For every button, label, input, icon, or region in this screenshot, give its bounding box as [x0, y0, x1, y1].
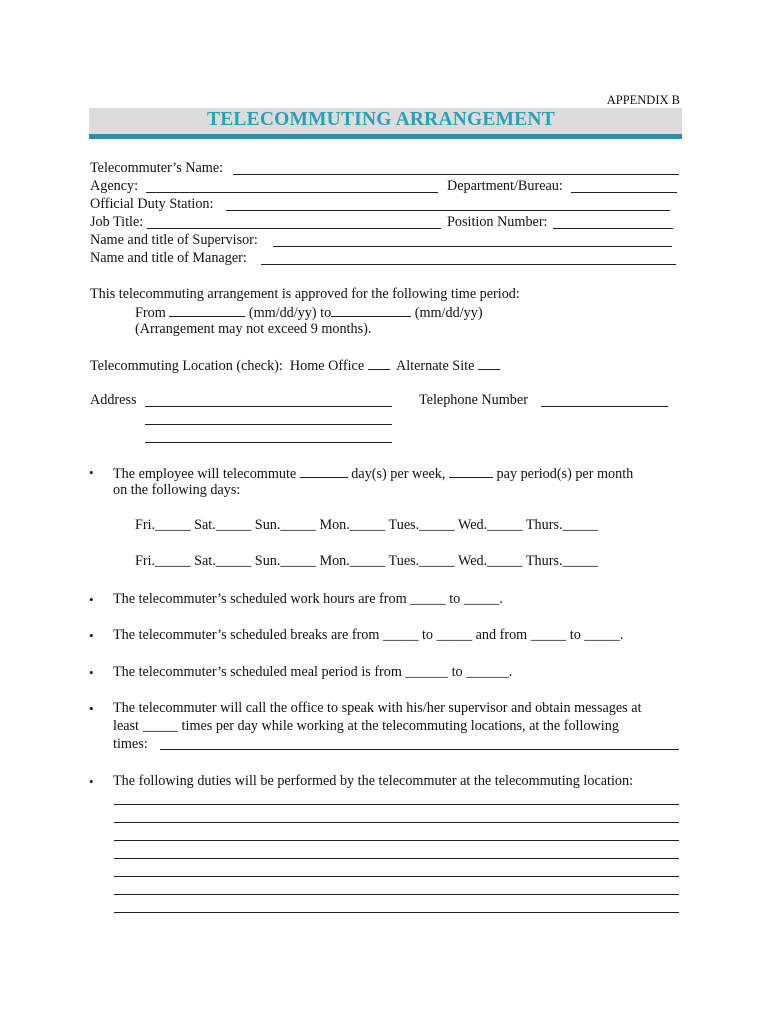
location-label: Telecommuting Location (check): [90, 358, 283, 374]
title-bar [89, 108, 682, 139]
position-number-row [447, 214, 548, 231]
call-times-field[interactable] [160, 749, 679, 750]
period-intro: This telecommuting arrangement is approved for the following time period: [90, 286, 520, 302]
agency-row [90, 178, 138, 195]
supervisor-row [90, 232, 258, 249]
alternate-site-label: Alternate Site [395, 358, 475, 374]
pay-periods-field[interactable] [449, 464, 493, 478]
telecommuter-name-field[interactable] [233, 174, 679, 175]
page-title: TELECOMMUTING ARRANGEMENT [207, 109, 555, 130]
to-date-field[interactable] [331, 303, 411, 317]
meal-text: The telecommuter’s scheduled meal period is from ______ to ______. [113, 664, 513, 680]
days-per-week-field[interactable] [300, 464, 348, 478]
period-dates-row [135, 303, 483, 322]
bullet-call: • [89, 701, 94, 716]
week-days-row-2[interactable]: Fri._____ Sat._____ Sun._____ Mon._____ Tues._____ Wed._____ Thurs._____ [135, 553, 599, 569]
days-line-1 [113, 464, 633, 484]
address-line-1[interactable] [145, 406, 392, 407]
appendix-label: APPENDIX B [606, 93, 680, 107]
department-field[interactable] [571, 192, 677, 193]
bullet-work-hours: • [89, 592, 94, 607]
call-line-1: The telecommuter will call the office to speak with his/her supervisor and obtain messages at [113, 700, 642, 716]
from-label: From [135, 305, 166, 321]
call-line-2: least _____ times per day while working at the telecommuting locations, at the following [113, 718, 619, 734]
duties-line-5[interactable] [114, 876, 679, 877]
home-office-label: Home Office [289, 358, 365, 374]
days-text-c: pay period(s) per month [496, 466, 634, 482]
job-title-label: Job Title: [90, 214, 144, 230]
manager-field[interactable] [261, 264, 676, 265]
duties-line-2[interactable] [114, 822, 679, 823]
bullet-meal: • [89, 665, 94, 680]
duties-line-1[interactable] [114, 804, 679, 805]
duties-line-6[interactable] [114, 894, 679, 895]
date-format-to: (mm/dd/yy) to [248, 305, 332, 321]
manager-row [90, 250, 247, 267]
duties-line-7[interactable] [114, 912, 679, 913]
call-line-3: times: [113, 736, 148, 752]
address-line-2[interactable] [145, 424, 392, 425]
telecommuter-name-label: Telecommuter’s Name: [90, 160, 224, 176]
department-label: Department/Bureau: [447, 178, 563, 194]
location-row [90, 356, 500, 375]
days-text-b: day(s) per week, [351, 466, 446, 482]
period-limit: (Arrangement may not exceed 9 months). [135, 321, 372, 337]
position-number-field[interactable] [553, 228, 673, 229]
duty-station-row [90, 196, 213, 213]
telecommuter-name-row [90, 160, 223, 177]
telephone-label: Telephone Number [419, 392, 528, 408]
duty-station-label: Official Duty Station: [90, 196, 214, 212]
supervisor-label: Name and title of Supervisor: [90, 232, 258, 248]
agency-field[interactable] [146, 192, 438, 193]
home-office-checkbox[interactable] [368, 356, 390, 370]
work-hours-text: The telecommuter’s scheduled work hours are from _____ to _____. [113, 591, 503, 607]
duties-text: The following duties will be performed by the telecommuter at the telecommuting location: [113, 773, 634, 789]
days-text-a: The employee will telecommute [113, 466, 297, 482]
bullet-breaks: • [89, 628, 94, 643]
job-title-field[interactable] [147, 228, 441, 229]
alternate-site-checkbox[interactable] [478, 356, 500, 370]
duty-station-field[interactable] [226, 210, 670, 211]
bullet-days: • [89, 465, 94, 480]
job-title-row [90, 214, 143, 231]
telephone-field[interactable] [541, 406, 668, 407]
days-line-2: on the following days: [113, 482, 241, 498]
week-days-row-1[interactable]: Fri._____ Sat._____ Sun._____ Mon._____ Tues._____ Wed._____ Thurs._____ [135, 517, 599, 533]
from-date-field[interactable] [169, 303, 245, 317]
address-label: Address [90, 392, 137, 408]
address-line-3[interactable] [145, 442, 392, 443]
position-number-label: Position Number: [447, 214, 548, 230]
department-row [447, 178, 563, 195]
agency-label: Agency: [90, 178, 139, 194]
bullet-duties: • [89, 774, 94, 789]
duties-line-4[interactable] [114, 858, 679, 859]
breaks-text: The telecommuter’s scheduled breaks are from _____ to _____ and from _____ to _____. [113, 627, 624, 643]
date-format-end: (mm/dd/yy) [414, 305, 483, 321]
supervisor-field[interactable] [273, 246, 672, 247]
manager-label: Name and title of Manager: [90, 250, 247, 266]
duties-line-3[interactable] [114, 840, 679, 841]
